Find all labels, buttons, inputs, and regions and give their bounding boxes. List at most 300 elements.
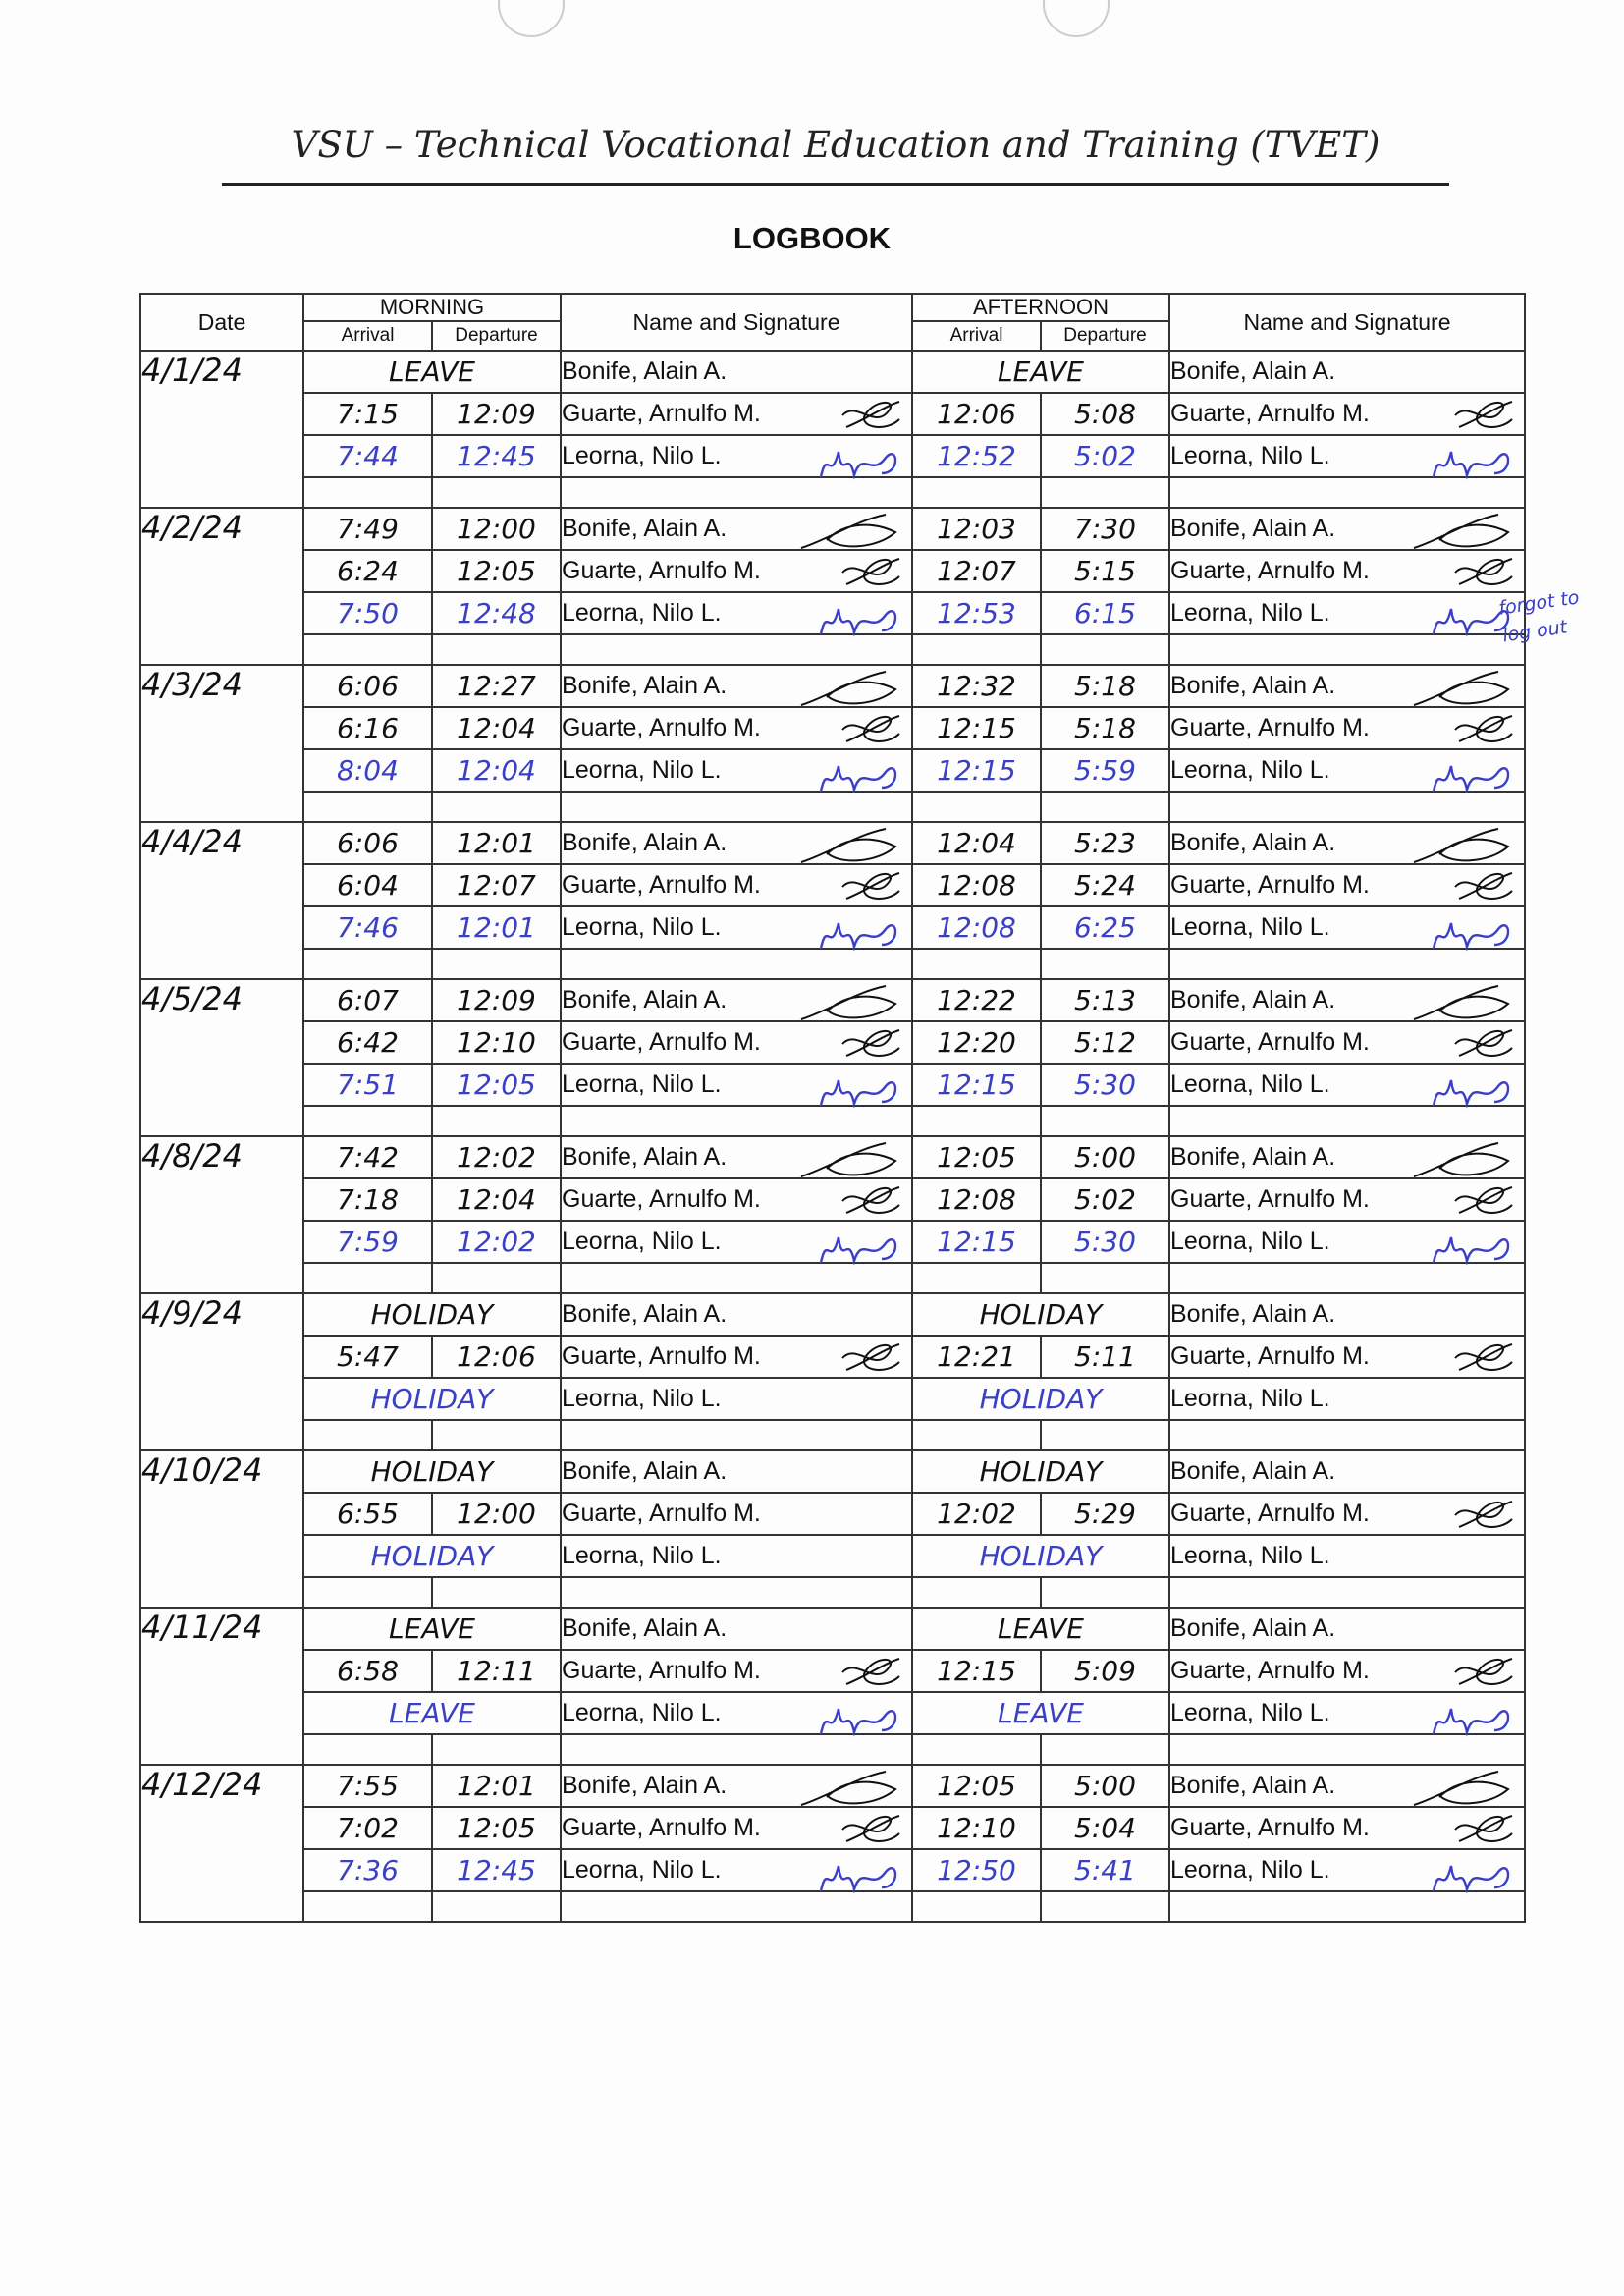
- table-row: [140, 550, 1525, 592]
- signature-icon: [817, 752, 905, 806]
- signature-icon: [1430, 909, 1518, 963]
- pm-departure-cell: 5:23: [1041, 822, 1169, 864]
- table-row: [140, 822, 1525, 864]
- am-departure-cell: 12:48: [432, 592, 561, 634]
- name-signature-cell: [561, 979, 912, 1021]
- am-arrival-cell: 7:15: [303, 393, 432, 435]
- am-arrival-cell: 6:06: [303, 822, 432, 864]
- pm-departure-header: Departure: [1041, 321, 1169, 351]
- name-signature-cell: [1169, 906, 1525, 949]
- am-arrival-cell: 7:18: [303, 1178, 432, 1221]
- name-signature-cell: [561, 1378, 912, 1420]
- name-signature-cell: [561, 1021, 912, 1064]
- person-name: Bonife, Alain A.: [1170, 1772, 1336, 1799]
- table-row: [140, 1493, 1525, 1535]
- am-arrival-cell: 8:04: [303, 749, 432, 792]
- am-departure-cell: 12:00: [432, 1493, 561, 1535]
- pm-note-cell: HOLIDAY: [912, 1450, 1169, 1493]
- date-cell: 4/9/24: [140, 1293, 303, 1450]
- person-name: Leorna, Nilo L.: [562, 756, 722, 784]
- name-signature-cell: [1169, 592, 1525, 634]
- signature-icon: [1430, 438, 1518, 492]
- person-name: Guarte, Arnulfo M.: [562, 1657, 761, 1684]
- name-signature-cell: [1169, 1765, 1525, 1807]
- pm-arrival-cell: 12:50: [912, 1849, 1041, 1891]
- am-note-cell: LEAVE: [303, 1608, 561, 1650]
- pm-note-cell: LEAVE: [912, 351, 1169, 393]
- pm-arrival-cell: 12:20: [912, 1021, 1041, 1064]
- person-name: Bonife, Alain A.: [562, 1143, 728, 1171]
- pm-arrival-cell: 12:15: [912, 1650, 1041, 1692]
- signature-icon: [817, 1224, 905, 1278]
- name-signature-cell: [561, 749, 912, 792]
- am-departure-cell: 12:11: [432, 1650, 561, 1692]
- table-row: [140, 508, 1525, 550]
- pm-departure-cell: 5:08: [1041, 393, 1169, 435]
- pm-departure-cell: 5:02: [1041, 435, 1169, 477]
- name-signature-cell: [1169, 1178, 1525, 1221]
- person-name: Bonife, Alain A.: [562, 1772, 728, 1799]
- person-name: Bonife, Alain A.: [1170, 1614, 1336, 1642]
- am-note-cell: LEAVE: [303, 1692, 561, 1734]
- name-signature-cell: [1169, 351, 1525, 393]
- am-departure-cell: 12:45: [432, 435, 561, 477]
- name-signature-cell: [1169, 749, 1525, 792]
- pm-arrival-cell: 12:53: [912, 592, 1041, 634]
- name-signature-cell: [561, 1450, 912, 1493]
- pm-departure-cell: 5:15: [1041, 550, 1169, 592]
- am-arrival-cell: 6:24: [303, 550, 432, 592]
- punch-hole-right: [1043, 0, 1110, 37]
- pm-note-cell: HOLIDAY: [912, 1378, 1169, 1420]
- person-name: Leorna, Nilo L.: [562, 442, 722, 469]
- name-signature-cell: [1169, 1493, 1525, 1535]
- signature-icon: [1430, 1066, 1518, 1121]
- am-arrival-cell: 7:49: [303, 508, 432, 550]
- name-signature-cell: [561, 393, 912, 435]
- person-name: Leorna, Nilo L.: [562, 1699, 722, 1726]
- pm-departure-cell: 5:04: [1041, 1807, 1169, 1849]
- name-signature-cell: [1169, 435, 1525, 477]
- signature-icon: [1430, 1852, 1518, 1906]
- name-signature-cell: [561, 1692, 912, 1734]
- person-name: Leorna, Nilo L.: [562, 913, 722, 941]
- signature-icon: [817, 1852, 905, 1906]
- am-arrival-cell: 6:06: [303, 665, 432, 707]
- pm-departure-cell: 5:00: [1041, 1136, 1169, 1178]
- name-signature-cell: [561, 1650, 912, 1692]
- pm-note-cell: HOLIDAY: [912, 1293, 1169, 1336]
- signature-icon: [817, 438, 905, 492]
- date-cell: 4/1/24: [140, 351, 303, 508]
- am-arrival-cell: 6:42: [303, 1021, 432, 1064]
- pm-arrival-cell: 12:03: [912, 508, 1041, 550]
- date-cell: 4/4/24: [140, 822, 303, 979]
- am-departure-cell: 12:06: [432, 1336, 561, 1378]
- name-signature-cell: [561, 864, 912, 906]
- pm-arrival-cell: 12:15: [912, 749, 1041, 792]
- table-row: [140, 1178, 1525, 1221]
- name-signature-cell: [1169, 1849, 1525, 1891]
- am-arrival-header: Arrival: [303, 321, 432, 351]
- am-departure-cell: 12:09: [432, 979, 561, 1021]
- date-cell: 4/2/24: [140, 508, 303, 665]
- name-signature-cell: [1169, 979, 1525, 1021]
- person-name: Guarte, Arnulfo M.: [1170, 1657, 1370, 1684]
- table-row: [140, 1378, 1525, 1420]
- person-name: Leorna, Nilo L.: [562, 1856, 722, 1884]
- table-row: [140, 1650, 1525, 1692]
- signature-icon: [1430, 1695, 1518, 1749]
- person-name: Guarte, Arnulfo M.: [1170, 557, 1370, 584]
- person-name: Guarte, Arnulfo M.: [562, 1342, 761, 1370]
- pm-arrival-cell: 12:32: [912, 665, 1041, 707]
- table-row: [140, 906, 1525, 949]
- pm-arrival-header: Arrival: [912, 321, 1041, 351]
- am-note-cell: HOLIDAY: [303, 1450, 561, 1493]
- pm-note-cell: HOLIDAY: [912, 1535, 1169, 1577]
- name-signature-cell: [1169, 1692, 1525, 1734]
- am-arrival-cell: 6:16: [303, 707, 432, 749]
- am-arrival-cell: 7:50: [303, 592, 432, 634]
- person-name: Leorna, Nilo L.: [1170, 599, 1330, 627]
- table-row: [140, 351, 1525, 393]
- pm-arrival-cell: 12:21: [912, 1336, 1041, 1378]
- name-signature-cell: [561, 1765, 912, 1807]
- afternoon-header: AFTERNOON: [912, 294, 1169, 321]
- am-arrival-cell: 6:04: [303, 864, 432, 906]
- name-signature-cell: [1169, 822, 1525, 864]
- am-note-cell: LEAVE: [303, 351, 561, 393]
- name-signature-cell: [1169, 665, 1525, 707]
- name-signature-cell: [1169, 393, 1525, 435]
- pm-departure-cell: 5:13: [1041, 979, 1169, 1021]
- name-signature-cell: [1169, 508, 1525, 550]
- table-row: [140, 1221, 1525, 1263]
- pm-departure-cell: 6:25: [1041, 906, 1169, 949]
- pm-arrival-cell: 12:05: [912, 1765, 1041, 1807]
- pm-departure-cell: 5:24: [1041, 864, 1169, 906]
- pm-arrival-cell: 12:07: [912, 550, 1041, 592]
- am-departure-cell: 12:45: [432, 1849, 561, 1891]
- table-row: [140, 592, 1525, 634]
- table-row: [140, 1336, 1525, 1378]
- pm-arrival-cell: 12:22: [912, 979, 1041, 1021]
- date-header: Date: [140, 294, 303, 351]
- name-signature-header-pm: Name and Signature: [1169, 294, 1525, 351]
- name-signature-cell: [561, 508, 912, 550]
- pm-departure-cell: 5:11: [1041, 1336, 1169, 1378]
- person-name: Leorna, Nilo L.: [562, 1228, 722, 1255]
- table-row: [140, 979, 1525, 1021]
- am-departure-header: Departure: [432, 321, 561, 351]
- name-signature-cell: [561, 351, 912, 393]
- person-name: Leorna, Nilo L.: [1170, 1542, 1330, 1569]
- name-signature-cell: [1169, 1450, 1525, 1493]
- name-signature-cell: [561, 707, 912, 749]
- person-name: Leorna, Nilo L.: [562, 1385, 722, 1412]
- person-name: Bonife, Alain A.: [562, 357, 728, 385]
- pm-arrival-cell: 12:06: [912, 393, 1041, 435]
- pm-arrival-cell: 12:08: [912, 1178, 1041, 1221]
- person-name: Guarte, Arnulfo M.: [1170, 1500, 1370, 1527]
- pm-departure-cell: 5:41: [1041, 1849, 1169, 1891]
- person-name: Leorna, Nilo L.: [1170, 1070, 1330, 1098]
- table-row: [140, 665, 1525, 707]
- am-departure-cell: 12:10: [432, 1021, 561, 1064]
- table-row: [140, 1021, 1525, 1064]
- date-cell: 4/12/24: [140, 1765, 303, 1922]
- name-signature-cell: [1169, 1535, 1525, 1577]
- name-signature-cell: [561, 592, 912, 634]
- person-name: Guarte, Arnulfo M.: [1170, 1814, 1370, 1841]
- table-row: [140, 1293, 1525, 1336]
- person-name: Bonife, Alain A.: [1170, 986, 1336, 1013]
- name-signature-cell: [561, 1221, 912, 1263]
- pm-arrival-cell: 12:02: [912, 1493, 1041, 1535]
- person-name: Guarte, Arnulfo M.: [562, 557, 761, 584]
- name-signature-cell: [561, 1535, 912, 1577]
- am-arrival-cell: 7:59: [303, 1221, 432, 1263]
- pm-departure-cell: 7:30: [1041, 508, 1169, 550]
- signature-icon: [817, 1695, 905, 1749]
- person-name: Leorna, Nilo L.: [1170, 1385, 1330, 1412]
- name-signature-cell: [561, 822, 912, 864]
- am-arrival-cell: 6:07: [303, 979, 432, 1021]
- table-row: [140, 1849, 1525, 1891]
- person-name: Guarte, Arnulfo M.: [562, 714, 761, 741]
- pm-departure-cell: 5:59: [1041, 749, 1169, 792]
- signature-icon: [1430, 752, 1518, 806]
- pm-arrival-cell: 12:15: [912, 1221, 1041, 1263]
- person-name: Guarte, Arnulfo M.: [562, 871, 761, 899]
- logbook-body: [140, 351, 1525, 1922]
- name-signature-cell: [1169, 1136, 1525, 1178]
- person-name: Bonife, Alain A.: [562, 986, 728, 1013]
- name-signature-cell: [561, 665, 912, 707]
- name-signature-cell: [1169, 1336, 1525, 1378]
- name-signature-cell: [1169, 1608, 1525, 1650]
- pm-departure-cell: 5:18: [1041, 707, 1169, 749]
- am-departure-cell: 12:01: [432, 1765, 561, 1807]
- table-row: [140, 393, 1525, 435]
- spacer-row: [140, 1577, 1525, 1608]
- pm-arrival-cell: 12:08: [912, 906, 1041, 949]
- am-note-cell: HOLIDAY: [303, 1293, 561, 1336]
- pm-departure-cell: 5:02: [1041, 1178, 1169, 1221]
- person-name: Bonife, Alain A.: [1170, 672, 1336, 699]
- name-signature-cell: [561, 1293, 912, 1336]
- am-arrival-cell: 6:55: [303, 1493, 432, 1535]
- name-signature-cell: [1169, 550, 1525, 592]
- pm-departure-cell: 5:18: [1041, 665, 1169, 707]
- date-cell: 4/5/24: [140, 979, 303, 1136]
- name-signature-cell: [561, 1064, 912, 1106]
- logbook-table: [139, 293, 1526, 1923]
- am-arrival-cell: 7:36: [303, 1849, 432, 1891]
- person-name: Guarte, Arnulfo M.: [562, 1500, 761, 1527]
- person-name: Guarte, Arnulfo M.: [562, 1185, 761, 1213]
- person-name: Guarte, Arnulfo M.: [562, 1814, 761, 1841]
- pm-departure-cell: 5:30: [1041, 1064, 1169, 1106]
- am-departure-cell: 12:05: [432, 550, 561, 592]
- am-departure-cell: 12:01: [432, 822, 561, 864]
- signature-icon: [817, 595, 905, 649]
- am-departure-cell: 12:09: [432, 393, 561, 435]
- am-departure-cell: 12:04: [432, 707, 561, 749]
- date-cell: 4/11/24: [140, 1608, 303, 1765]
- person-name: Bonife, Alain A.: [1170, 357, 1336, 385]
- pm-departure-cell: 5:29: [1041, 1493, 1169, 1535]
- name-signature-cell: [561, 906, 912, 949]
- table-row: [140, 1765, 1525, 1807]
- name-signature-cell: [561, 1849, 912, 1891]
- table-row: [140, 1807, 1525, 1849]
- person-name: Guarte, Arnulfo M.: [562, 1028, 761, 1056]
- name-signature-cell: [1169, 707, 1525, 749]
- person-name: Guarte, Arnulfo M.: [562, 400, 761, 427]
- table-row: [140, 1692, 1525, 1734]
- name-signature-cell: [561, 1336, 912, 1378]
- table-row: [140, 1450, 1525, 1493]
- person-name: Leorna, Nilo L.: [1170, 913, 1330, 941]
- person-name: Leorna, Nilo L.: [1170, 1856, 1330, 1884]
- am-departure-cell: 12:05: [432, 1807, 561, 1849]
- name-signature-cell: [1169, 1064, 1525, 1106]
- name-signature-cell: [1169, 1378, 1525, 1420]
- date-cell: 4/8/24: [140, 1136, 303, 1293]
- person-name: Bonife, Alain A.: [562, 672, 728, 699]
- pm-arrival-cell: 12:05: [912, 1136, 1041, 1178]
- person-name: Bonife, Alain A.: [1170, 829, 1336, 856]
- name-signature-cell: [1169, 1221, 1525, 1263]
- person-name: Bonife, Alain A.: [562, 829, 728, 856]
- spacer-row: [140, 1420, 1525, 1450]
- name-signature-cell: [561, 1178, 912, 1221]
- name-signature-cell: [1169, 864, 1525, 906]
- person-name: Bonife, Alain A.: [1170, 1300, 1336, 1328]
- name-signature-cell: [1169, 1021, 1525, 1064]
- pm-departure-cell: 5:12: [1041, 1021, 1169, 1064]
- am-departure-cell: 12:02: [432, 1221, 561, 1263]
- am-arrival-cell: 7:02: [303, 1807, 432, 1849]
- person-name: Bonife, Alain A.: [1170, 1143, 1336, 1171]
- pm-arrival-cell: 12:15: [912, 707, 1041, 749]
- am-arrival-cell: 7:51: [303, 1064, 432, 1106]
- person-name: Bonife, Alain A.: [562, 1457, 728, 1485]
- person-name: Guarte, Arnulfo M.: [1170, 1028, 1370, 1056]
- name-signature-cell: [561, 435, 912, 477]
- table-row: [140, 1064, 1525, 1106]
- name-signature-cell: [561, 1136, 912, 1178]
- name-signature-cell: [561, 1807, 912, 1849]
- person-name: Guarte, Arnulfo M.: [1170, 871, 1370, 899]
- am-departure-cell: 12:04: [432, 749, 561, 792]
- person-name: Leorna, Nilo L.: [1170, 1228, 1330, 1255]
- signature-icon: [1430, 1224, 1518, 1278]
- person-name: Bonife, Alain A.: [562, 1614, 728, 1642]
- person-name: Leorna, Nilo L.: [562, 599, 722, 627]
- name-signature-cell: [561, 1493, 912, 1535]
- pm-arrival-cell: 12:10: [912, 1807, 1041, 1849]
- am-arrival-cell: 7:44: [303, 435, 432, 477]
- person-name: Leorna, Nilo L.: [1170, 442, 1330, 469]
- am-departure-cell: 12:07: [432, 864, 561, 906]
- person-name: Leorna, Nilo L.: [562, 1542, 722, 1569]
- pm-arrival-cell: 12:52: [912, 435, 1041, 477]
- table-row: [140, 1608, 1525, 1650]
- am-departure-cell: 12:02: [432, 1136, 561, 1178]
- pm-departure-cell: 6:15: [1041, 592, 1169, 634]
- person-name: Guarte, Arnulfo M.: [1170, 400, 1370, 427]
- am-departure-cell: 12:04: [432, 1178, 561, 1221]
- institution-header: VSU – Technical Vocational Education and Training (TVET): [291, 124, 1380, 166]
- person-name: Bonife, Alain A.: [1170, 1457, 1336, 1485]
- person-name: Leorna, Nilo L.: [1170, 1699, 1330, 1726]
- pm-arrival-cell: 12:04: [912, 822, 1041, 864]
- am-departure-cell: 12:01: [432, 906, 561, 949]
- person-name: Bonife, Alain A.: [562, 1300, 728, 1328]
- person-name: Guarte, Arnulfo M.: [1170, 1342, 1370, 1370]
- name-signature-cell: [1169, 1293, 1525, 1336]
- am-arrival-cell: 7:46: [303, 906, 432, 949]
- date-cell: 4/3/24: [140, 665, 303, 822]
- table-row: [140, 707, 1525, 749]
- pm-arrival-cell: 12:08: [912, 864, 1041, 906]
- person-name: Bonife, Alain A.: [1170, 515, 1336, 542]
- pm-note-cell: LEAVE: [912, 1608, 1169, 1650]
- person-name: Leorna, Nilo L.: [1170, 756, 1330, 784]
- name-signature-header-am: Name and Signature: [561, 294, 912, 351]
- am-arrival-cell: 7:55: [303, 1765, 432, 1807]
- table-row: [140, 749, 1525, 792]
- header-rule: [222, 183, 1449, 186]
- am-departure-cell: 12:27: [432, 665, 561, 707]
- table-row: [140, 1535, 1525, 1577]
- signature-icon: [817, 909, 905, 963]
- pm-note-cell: LEAVE: [912, 1692, 1169, 1734]
- person-name: Leorna, Nilo L.: [562, 1070, 722, 1098]
- am-departure-cell: 12:00: [432, 508, 561, 550]
- person-name: Guarte, Arnulfo M.: [1170, 1185, 1370, 1213]
- am-arrival-cell: 5:47: [303, 1336, 432, 1378]
- punch-hole-left: [498, 0, 565, 37]
- table-row: [140, 1136, 1525, 1178]
- morning-header: MORNING: [303, 294, 561, 321]
- pm-arrival-cell: 12:15: [912, 1064, 1041, 1106]
- margin-note: forgot to log out: [1497, 586, 1581, 647]
- am-arrival-cell: 7:42: [303, 1136, 432, 1178]
- am-note-cell: HOLIDAY: [303, 1535, 561, 1577]
- am-departure-cell: 12:05: [432, 1064, 561, 1106]
- name-signature-cell: [561, 1608, 912, 1650]
- pm-departure-cell: 5:00: [1041, 1765, 1169, 1807]
- table-row: [140, 435, 1525, 477]
- person-name: Bonife, Alain A.: [562, 515, 728, 542]
- page-title: LOGBOOK: [732, 221, 892, 255]
- pm-departure-cell: 5:09: [1041, 1650, 1169, 1692]
- table-row: [140, 864, 1525, 906]
- name-signature-cell: [561, 550, 912, 592]
- name-signature-cell: [1169, 1807, 1525, 1849]
- date-cell: 4/10/24: [140, 1450, 303, 1608]
- name-signature-cell: [1169, 1650, 1525, 1692]
- person-name: Guarte, Arnulfo M.: [1170, 714, 1370, 741]
- signature-icon: [817, 1066, 905, 1121]
- pm-departure-cell: 5:30: [1041, 1221, 1169, 1263]
- am-note-cell: HOLIDAY: [303, 1378, 561, 1420]
- am-arrival-cell: 6:58: [303, 1650, 432, 1692]
